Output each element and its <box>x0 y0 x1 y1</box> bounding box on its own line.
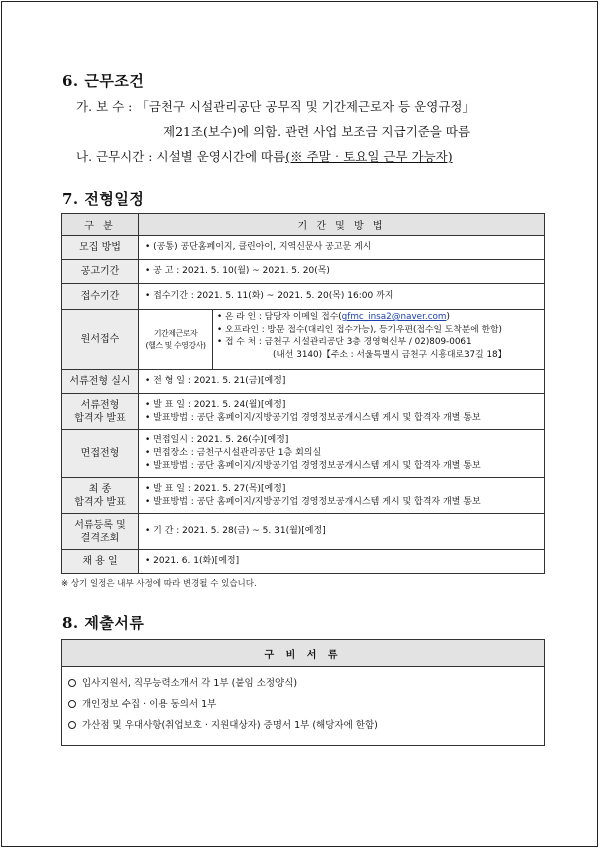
row-label: 서류등록 및 결격조회 <box>62 514 139 550</box>
application-sub <box>139 310 544 369</box>
pay-text-line2: 제21조(보수)에 의함. 관련 사업 보조금 지급기준을 따름 <box>163 124 471 139</box>
table-row <box>62 430 545 478</box>
pay-condition <box>76 97 475 115</box>
row-label: 원서접수 <box>62 310 139 370</box>
offline-line: • 오프라인 : 방문 접수(대리인 접수가능), 등기우편(접수일 도착분에 한함) <box>217 324 502 335</box>
hours-text: 시설별 운영시간에 따름 <box>156 149 286 164</box>
table-row <box>62 550 545 574</box>
schedule-header-category: 구 분 <box>62 214 139 236</box>
table-row <box>62 284 545 310</box>
documents-list <box>62 667 545 746</box>
table-row <box>62 236 545 260</box>
table-row <box>62 370 545 394</box>
address-line2: (내선 3140)【주소 : 서울특별시 금천구 시흥대로37길 18】 <box>273 349 507 360</box>
list-item: 개인정보 수집 · 이용 동의서 1부 <box>68 694 538 715</box>
hours-label: 나. 근무시간 : <box>76 149 153 164</box>
circle-bullet-icon <box>68 679 76 687</box>
row-value: • 2021. 6. 1(화)[예정] <box>139 550 545 574</box>
row-value: • 전 형 일 : 2021. 5. 21(금)[예정] <box>139 370 545 394</box>
row-label: 서류전형 합격자 발표 <box>62 394 139 430</box>
row-value: • 접수기간 : 2021. 5. 11(화) ~ 2021. 5. 20(목) 16:00 까지 <box>139 284 545 310</box>
row-value: • 발 표 일 : 2021. 5. 27(목)[예정] • 발표방법 : 공단 홈페이지/지방공기업 경영정보공개시스템 게시 및 합격자 개별 통보 <box>139 478 545 514</box>
table-row <box>62 260 545 284</box>
schedule-header-row <box>62 214 545 236</box>
pay-label: 가. 보 수 : <box>76 99 133 114</box>
schedule-header-method: 기 간 및 방 법 <box>139 214 545 236</box>
row-label: 면접전형 <box>62 430 139 478</box>
row-value: • 공 고 : 2021. 5. 10(월) ~ 2021. 5. 20(목) <box>139 260 545 284</box>
address-line1: • 접 수 처 : 금천구 시설관리공단 3층 경영혁신부 / 02)809-0061 <box>217 337 472 347</box>
row-label: 최 종 합격자 발표 <box>62 478 139 514</box>
row-label: 채 용 일 <box>62 550 139 574</box>
work-hours <box>76 147 453 165</box>
section-8-title: 8. 제출서류 <box>62 614 145 632</box>
row-label: 공고기간 <box>62 260 139 284</box>
table-row-application <box>62 310 545 370</box>
table-row <box>62 478 545 514</box>
list-item: 입사지원서, 직무능력소개서 각 1부 (붙임 소정양식) <box>68 673 538 694</box>
row-value: • 발 표 일 : 2021. 5. 24(월)[예정] • 발표방법 : 공단 홈페이지/지방공기업 경영정보공개시스템 게시 및 합격자 개별 통보 <box>139 394 545 430</box>
application-details <box>213 310 510 369</box>
circle-bullet-icon <box>68 721 76 729</box>
schedule-note: ※ 상기 일정은 내부 사정에 따라 변경될 수 있습니다. <box>61 579 257 589</box>
row-value: • 면접일시 : 2021. 5. 26(수)[예정] • 면접장소 : 금천구시설관리공단 1층 회의실 • 발표방법 : 공단 홈페이지/지방공기업 경영정보공개시스템 게시 및 합격자 개별 통보 <box>139 430 545 478</box>
section-7-title: 7. 전형일정 <box>62 190 145 208</box>
list-item: 가산점 및 우대사항(취업보호 · 지원대상자) 증명서 1부 (해당자에 한함) <box>68 715 538 736</box>
email-link[interactable]: gfmc_insa2@naver.com <box>341 312 447 322</box>
application-sub-label: 기간제근로자 (헬스 및 수영강사) <box>139 310 213 369</box>
schedule-table <box>61 213 545 574</box>
documents-table <box>61 639 545 746</box>
pay-text-line1: 「금천구 시설관리공단 공무직 및 기간제근로자 등 운영규정」 <box>136 99 475 114</box>
application-cell <box>139 310 545 370</box>
row-value: • (공통) 공단홈페이지, 클린아이, 지역신문사 공고문 게시 <box>139 236 545 260</box>
row-value: • 기 간 : 2021. 5. 28(금) ~ 5. 31(월)[예정] <box>139 514 545 550</box>
table-row <box>62 394 545 430</box>
section-6-title: 6. 근무조건 <box>62 72 145 90</box>
online-line: • 온 라 인 : 담당자 이메일 접수(gfmc_insa2@naver.com) <box>217 312 450 322</box>
circle-bullet-icon <box>68 700 76 708</box>
hours-note: (※ 주말‧토요일 근무 가능자) <box>285 149 453 164</box>
row-label: 모집 방법 <box>62 236 139 260</box>
table-row <box>62 514 545 550</box>
documents-header: 구 비 서 류 <box>62 640 545 667</box>
row-label: 서류전형 실시 <box>62 370 139 394</box>
row-label: 접수기간 <box>62 284 139 310</box>
